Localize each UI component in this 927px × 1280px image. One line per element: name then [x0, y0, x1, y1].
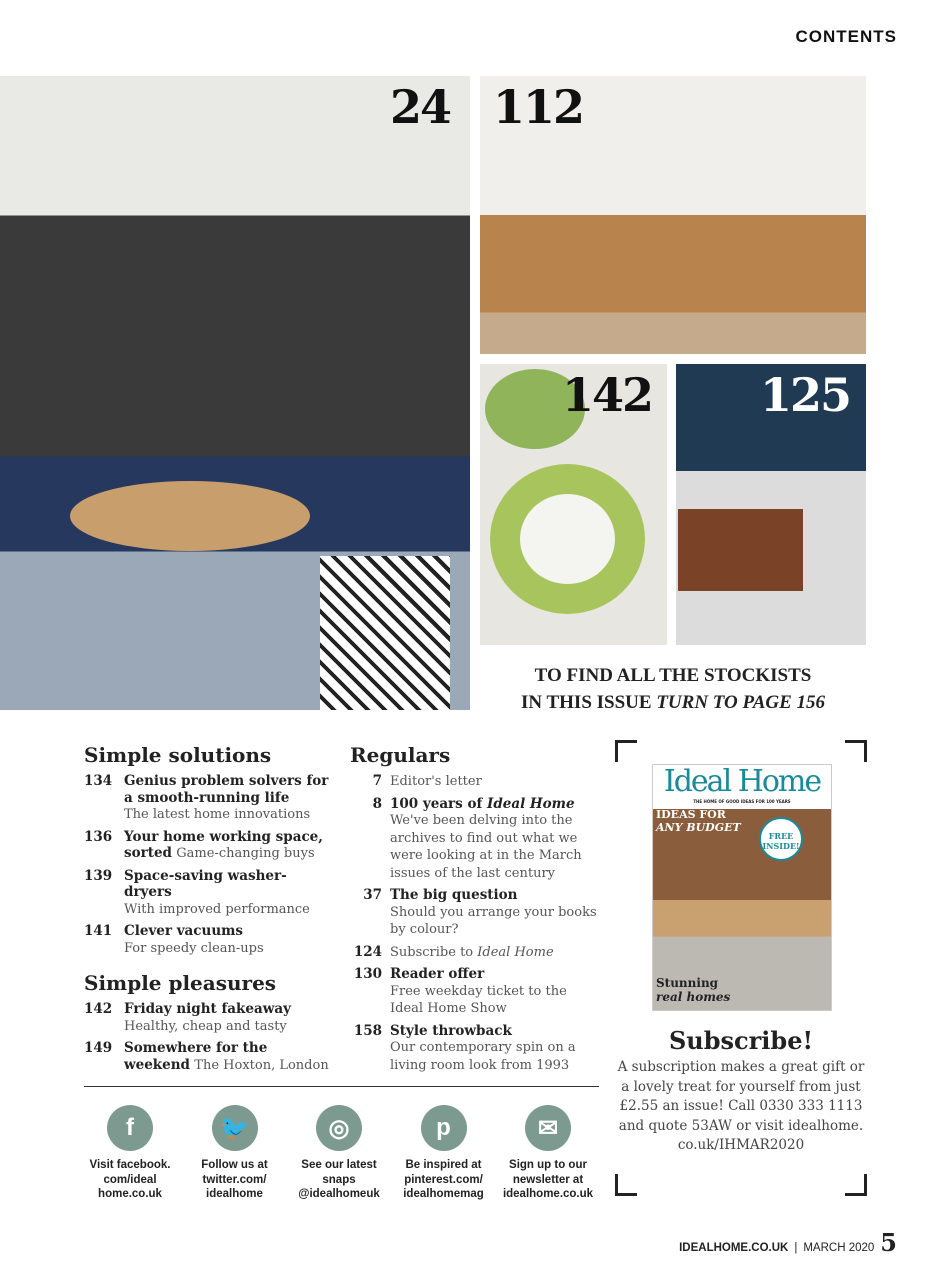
page-number-112: 112 — [493, 80, 584, 134]
social-link[interactable] — [392, 1105, 496, 1202]
regulars-section — [350, 743, 600, 1079]
entry-page-number: 136 — [84, 828, 113, 845]
stockists-line2: IN THIS ISSUE — [520, 692, 657, 713]
entry-title-italic: Ideal Home — [487, 795, 575, 812]
cover-text: real homes — [656, 990, 731, 1004]
entry-body — [124, 773, 334, 824]
entry-title: Clever vacuums — [124, 923, 244, 939]
social-link[interactable] — [287, 1105, 391, 1202]
contents-entry[interactable] — [350, 773, 600, 791]
entry-description: Editor's letter — [390, 774, 482, 789]
footer-site: IDEALHOME.CO.UK — [679, 1242, 789, 1254]
entry-page-number: 149 — [84, 1040, 113, 1056]
social-label: See our latest snaps @idealhomeuk — [298, 1159, 380, 1200]
entry-description: Game-changing buys — [176, 846, 315, 861]
entry-description: Healthy, cheap and tasty — [124, 1018, 287, 1034]
entry-description: Should you arrange your books by colour? — [390, 904, 597, 937]
footer-issue: MARCH 2020 — [803, 1242, 875, 1254]
entry-body — [390, 966, 600, 1018]
contents-entry[interactable] — [84, 829, 334, 863]
subscribe-text: A subscription makes a great gift or a lovely treat for yourself from just £2.55 an issue! Call 0330 333 1113 and quote 53AW or visit idealhome. co.uk/IHMAR2020 — [617, 1059, 865, 1153]
subscribe-heading: Subscribe! — [668, 1026, 814, 1055]
magazine-cover[interactable] — [652, 764, 832, 1011]
entry-title: Space-saving washer-dryers — [124, 867, 287, 900]
entry-title: Genius problem solvers for a smooth-running life — [124, 773, 329, 806]
entry-description: Free weekday ticket to the Ideal Home Show — [390, 983, 567, 1016]
living-room-photo — [0, 76, 470, 710]
page-number-24: 24 — [390, 80, 451, 134]
entry-description: With improved performance — [124, 901, 310, 917]
social-label: Be inspired at pinterest.com/ idealhomemag — [403, 1159, 484, 1200]
page-number-142: 142 — [562, 368, 653, 422]
entry-body — [390, 944, 554, 962]
entry-description: Subscribe to — [390, 944, 478, 960]
cover-text: Stunning — [656, 976, 719, 990]
cover-tagline: THE HOME OF GOOD IDEAS FOR 100 YEARS — [693, 799, 791, 804]
entry-description: Our contemporary spin on a living room look from 1993 — [390, 1040, 576, 1073]
subscribe-box — [615, 740, 867, 1196]
entry-description: We've been delving into the archives to find out what we were looking at in the March issues of the last century — [390, 813, 582, 881]
pinterest-icon: p — [421, 1105, 467, 1151]
stockists-line1: TO FIND ALL THE STOCKISTS — [534, 665, 812, 686]
entry-title: Friday night fakeaway — [124, 1001, 291, 1017]
contents-entry[interactable] — [350, 887, 600, 939]
section-heading: Simple solutions — [84, 743, 272, 767]
facebook-icon: f — [107, 1105, 153, 1151]
page-title: CONTENTS — [795, 27, 897, 46]
entry-body — [390, 1023, 600, 1075]
entry-description: The latest home innovations — [124, 807, 311, 822]
section-heading: Simple pleasures — [84, 971, 277, 995]
page-number-125: 125 — [760, 368, 851, 422]
entry-page-number: 139 — [84, 867, 113, 884]
entry-body — [124, 829, 334, 863]
envelope-icon: ✉ — [525, 1105, 571, 1151]
entry-body — [124, 923, 264, 957]
entry-body — [390, 773, 482, 791]
footer: IDEALHOME.CO.UK | MARCH 2020 5 — [679, 1228, 897, 1257]
entry-body — [124, 1001, 291, 1035]
social-label: Sign up to our newsletter at idealhome.co.uk — [502, 1159, 594, 1200]
cover-headline: IDEAS FOR — [656, 808, 726, 821]
social-link[interactable] — [496, 1105, 600, 1202]
section-heading: Regulars — [350, 743, 451, 767]
entry-body — [124, 868, 334, 919]
social-label: Visit facebook. com/ideal home.co.uk — [89, 1159, 171, 1200]
contents-entry[interactable] — [350, 796, 600, 883]
entry-page-number: 37 — [363, 887, 382, 903]
social-link[interactable] — [78, 1105, 182, 1202]
cover-logo: Ideal Home — [663, 764, 821, 799]
entry-page-number: 142 — [84, 1001, 113, 1017]
contents-entry[interactable] — [350, 1023, 600, 1075]
divider — [84, 1086, 599, 1087]
contents-entry[interactable] — [84, 1040, 334, 1074]
entry-body — [124, 1040, 334, 1074]
entry-page-number: 130 — [353, 966, 382, 982]
entry-body — [390, 887, 600, 939]
entry-description-italic: Ideal Home — [477, 944, 554, 960]
contents-entry[interactable] — [84, 773, 334, 824]
entry-description: The Hoxton, London — [194, 1057, 329, 1073]
entry-page-number: 141 — [84, 923, 113, 939]
entry-page-number: 158 — [353, 1022, 382, 1039]
contents-entry[interactable] — [84, 923, 334, 957]
entry-description: For speedy clean-ups — [124, 940, 264, 956]
contents-entry[interactable] — [350, 944, 600, 962]
page-number: 5 — [880, 1228, 897, 1257]
stockists-page-link: TURN TO PAGE 156 — [656, 692, 826, 713]
entry-page-number: 8 — [372, 795, 382, 812]
cover-badge: FREE INSIDE! — [759, 817, 803, 861]
entry-page-number: 7 — [372, 773, 382, 789]
contents-entry[interactable] — [350, 966, 600, 1018]
entry-page-number: 124 — [353, 943, 382, 960]
entry-title: The big question — [390, 887, 518, 903]
instagram-icon: ◎ — [316, 1105, 362, 1151]
entry-title: Reader offer — [390, 966, 485, 982]
contents-entry[interactable] — [84, 868, 334, 919]
entry-title: Somewhere for the weekend — [124, 1040, 268, 1073]
simple-solutions-section — [84, 743, 334, 1079]
entry-body — [390, 796, 600, 883]
social-label: Follow us at twitter.com/ idealhome — [201, 1159, 268, 1200]
entry-title: Style throwback — [390, 1022, 512, 1039]
entry-page-number: 134 — [84, 773, 113, 789]
entry-title: Your home working space, sorted — [124, 828, 323, 861]
twitter-icon: 🐦 — [212, 1105, 258, 1151]
contents-entry[interactable] — [84, 1001, 334, 1035]
cover-headline: ANY BUDGET — [656, 821, 741, 834]
entry-title: 100 years of — [390, 795, 487, 812]
social-link[interactable] — [183, 1105, 287, 1202]
stockists-note — [478, 662, 868, 716]
